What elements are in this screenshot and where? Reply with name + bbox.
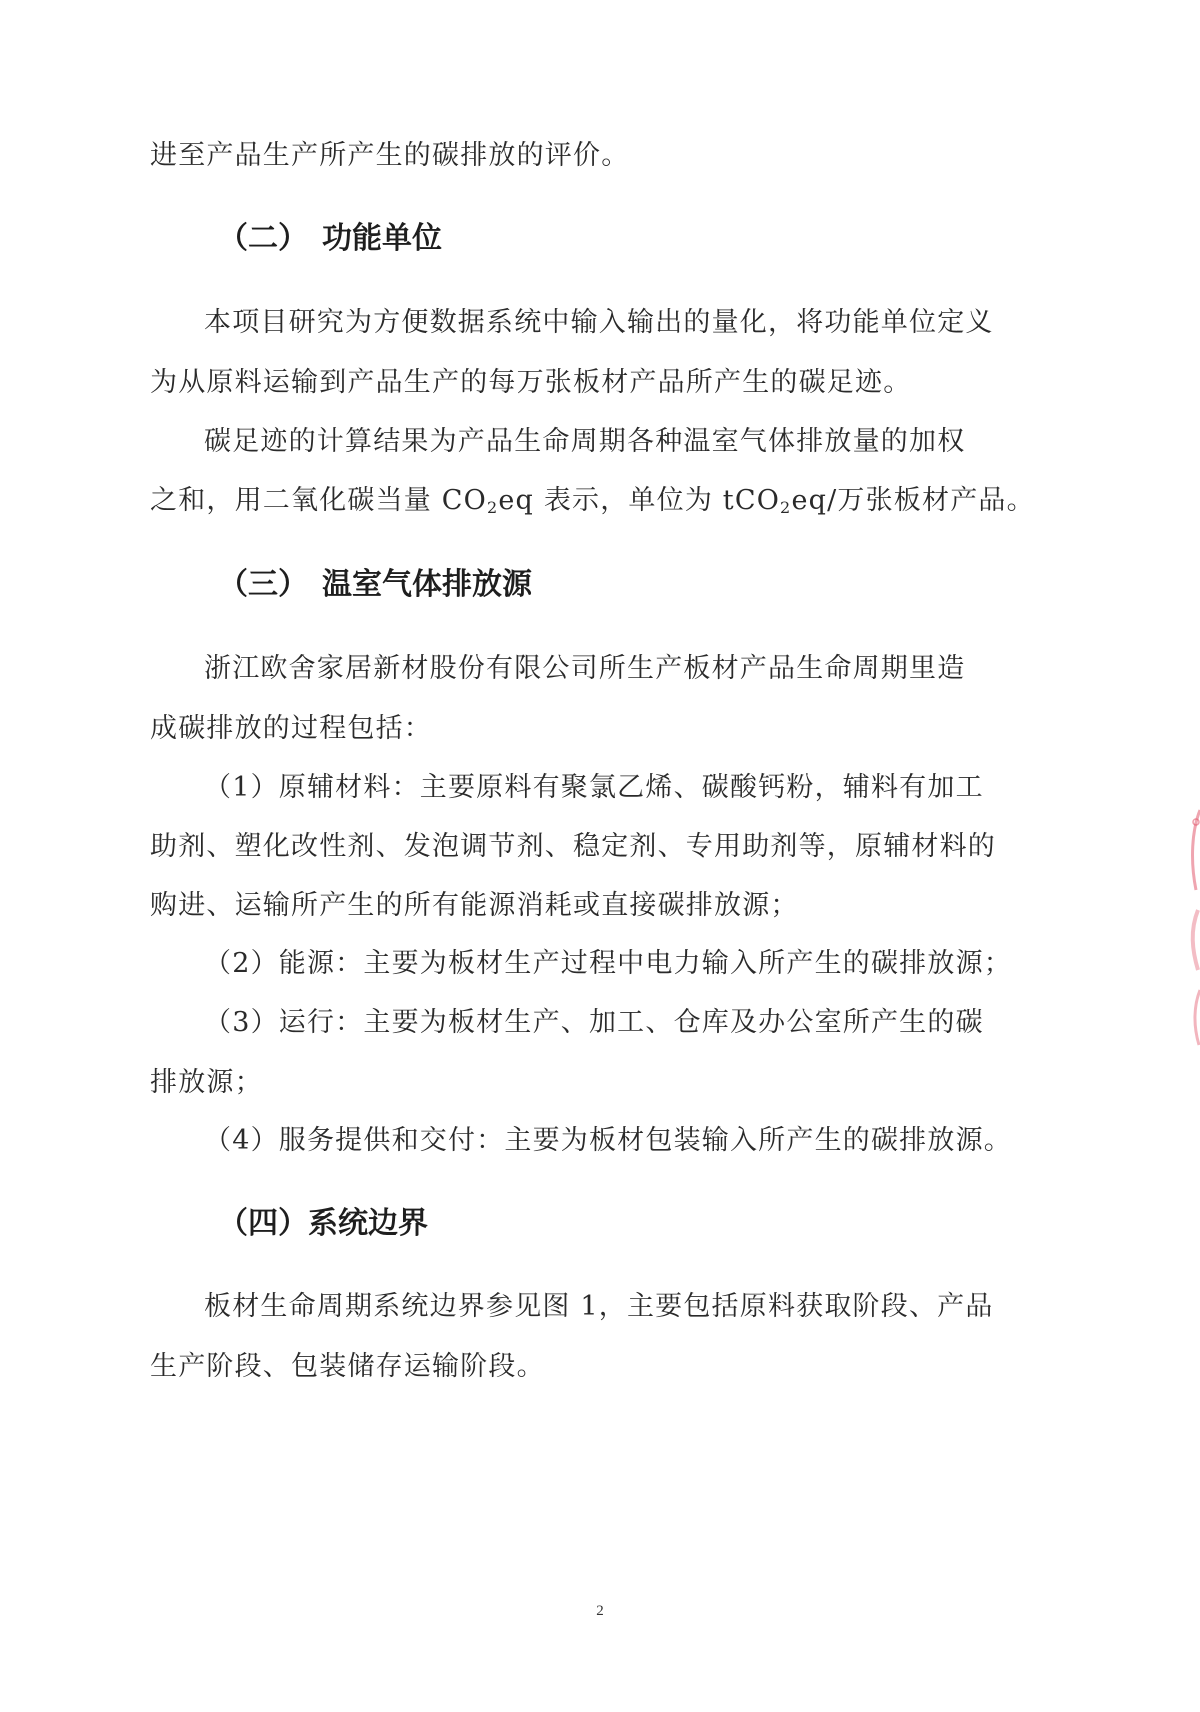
formula-part: eq 表示，单位为 tCO	[498, 485, 781, 516]
formula-text-line	[150, 484, 1035, 518]
text-line: 浙江欧舍家居新材股份有限公司所生产板材产品生命周期里造	[204, 653, 966, 684]
text-line: （2）能源：主要为板材生产过程中电力输入所产生的碳排放源；	[204, 948, 1012, 979]
section-title: 温室气体排放源	[322, 567, 532, 602]
text-line: 购进、运输所产生的所有能源消耗或直接碳排放源；	[150, 890, 799, 921]
text-line: 本项目研究为方便数据系统中输入输出的量化，将功能单位定义	[204, 307, 994, 338]
section-heading-ghg-sources	[218, 566, 532, 604]
section-number: （四）	[218, 1206, 308, 1241]
page-number: 2	[596, 1603, 604, 1619]
section-heading-functional-unit	[218, 220, 442, 258]
seal-fragment	[1184, 800, 1200, 1060]
text-line: 为从原料运输到产品生产的每万张板材产品所产生的碳足迹。	[150, 367, 912, 398]
subscript: 2	[780, 498, 792, 517]
section-heading-system-boundary	[218, 1205, 428, 1243]
text-line: （3）运行：主要为板材生产、加工、仓库及办公室所产生的碳	[204, 1007, 984, 1038]
text-line: 生产阶段、包装储存运输阶段。	[150, 1351, 545, 1382]
section-number: （二）	[218, 221, 308, 256]
text-line: 排放源；	[150, 1067, 263, 1098]
section-title: 系统边界	[308, 1206, 428, 1241]
text-line: 碳足迹的计算结果为产品生命周期各种温室气体排放量的加权	[204, 426, 966, 457]
text-line: 助剂、塑化改性剂、发泡调节剂、稳定剂、专用助剂等，原辅材料的	[150, 831, 996, 862]
section-number: （三）	[218, 567, 308, 602]
text-line: 进至产品生产所产生的碳排放的评价。	[150, 140, 630, 171]
text-line: （4）服务提供和交付：主要为板材包装输入所产生的碳排放源。	[204, 1125, 1012, 1156]
section-title: 功能单位	[322, 221, 442, 256]
formula-part: eq/万张板材产品。	[791, 485, 1035, 516]
subscript: 2	[486, 498, 499, 517]
text-line: 成碳排放的过程包括：	[150, 713, 432, 744]
text-line: （1）原辅材料：主要原料有聚氯乙烯、碳酸钙粉，辅料有加工	[204, 772, 984, 803]
text-line: 板材生命周期系统边界参见图 1，主要包括原料获取阶段、产品	[204, 1291, 994, 1322]
formula-part: 之和，用二氧化碳当量 CO	[150, 485, 487, 516]
